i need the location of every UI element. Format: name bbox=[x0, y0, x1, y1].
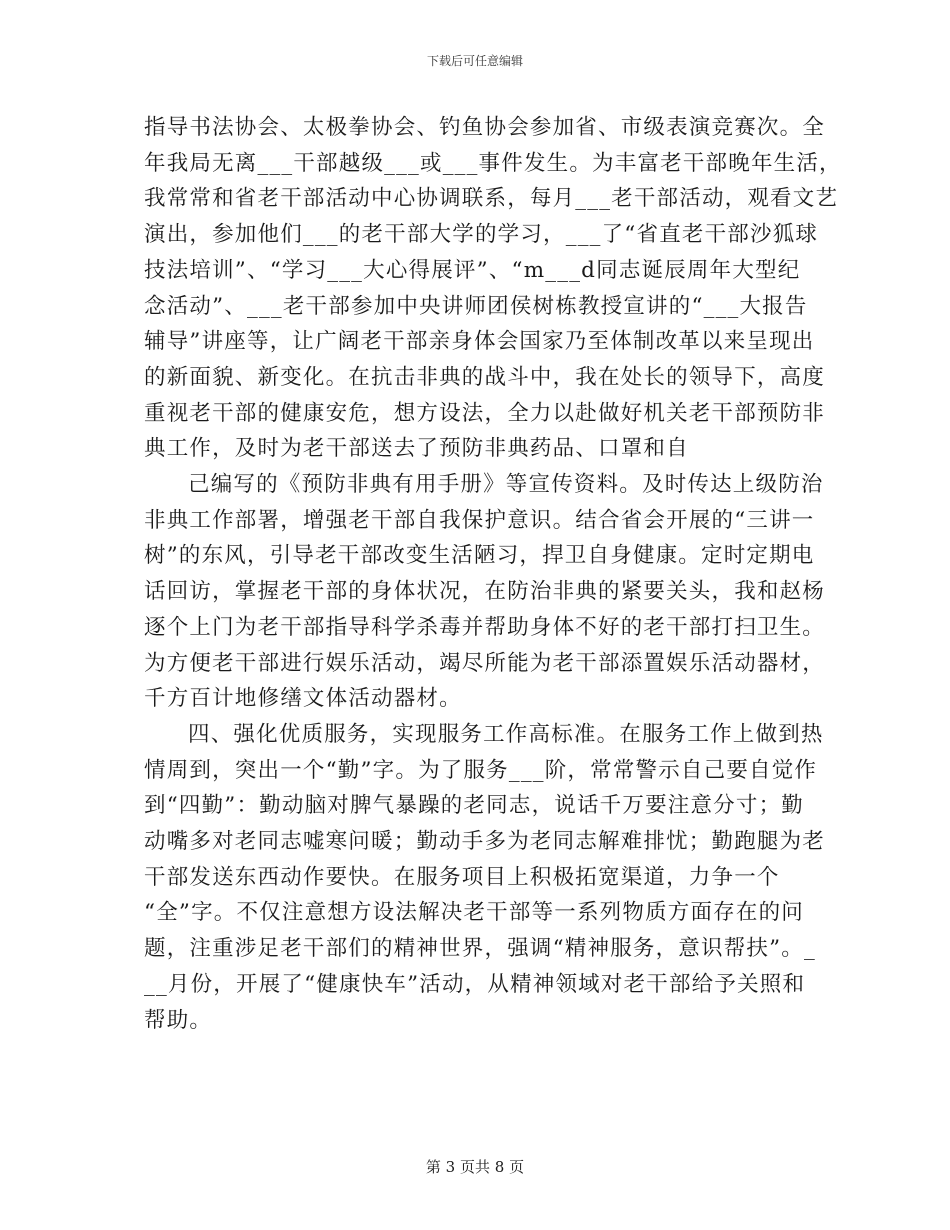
text-line: 干部发送东西动作要快。在服务项目上积极拓宽渠道，力争一个 bbox=[144, 864, 780, 890]
text-line: 指导书法协会、太极拳协会、钓鱼协会参加省、市级表演竞赛次。全 bbox=[144, 115, 826, 140]
text-line: 的新面貌、新变化。在抗击非典的战斗中，我在处长的领导下，高度 bbox=[144, 364, 826, 390]
text-line: 情周到，突出一个“勤”字。为了服务___阶，常常警示自己要自觉作 bbox=[144, 757, 818, 783]
page-header: 下载后可任意编辑 bbox=[426, 54, 523, 68]
text-line: 帮助。 bbox=[144, 1007, 213, 1033]
text-line: __月份，开展了“健康快车”活动，从精神领域对老干部给予关照和 bbox=[144, 971, 806, 997]
text-line: 技法培训”、“学习___大心得展评”、“m___d同志诞辰周年大型纪 bbox=[144, 257, 801, 283]
text-line: 我常常和省老干部活动中心协调联系，每月___老干部活动，观看文艺 bbox=[144, 186, 839, 212]
text-line: 念活动”、___老干部参加中央讲师团侯树栋教授宣讲的“___大报告 bbox=[144, 293, 808, 319]
paragraph-start-line: 己编写的《预防非典有用手册》等宣传资料。及时传达上级防治 bbox=[188, 472, 824, 498]
text-line: 非典工作部署，增强老干部自我保护意识。结合省会开展的“三讲一 bbox=[144, 507, 815, 533]
text-line: 题，注重涉足老干部们的精神世界，强调“精神服务，意识帮扶”。_ bbox=[144, 936, 816, 962]
text-line: 到“四勤”：勤动脑对脾气暴躁的老同志，说话千万要注意分寸；勤 bbox=[144, 793, 804, 819]
text-line: 年我局无离___干部越级___或___事件发生。为丰富老干部晚年生活， bbox=[144, 150, 842, 176]
text-line: 辅导”讲座等，让广阔老干部亲身体会国家乃至体制改革以来呈现出 bbox=[144, 329, 815, 355]
text-line: 话回访，掌握老干部的身体状况，在防治非典的紧要关头，我和赵杨 bbox=[144, 579, 826, 605]
document-body bbox=[144, 110, 842, 1038]
text-line: 为方便老干部进行娱乐活动，竭尽所能为老干部添置娱乐活动器材， bbox=[144, 650, 826, 676]
text-line: “全”字。不仅注意想方设法解决老干部等一系列物质方面存在的问 bbox=[144, 900, 804, 926]
text-line: 典工作，及时为老干部送去了预防非典药品、口罩和自 bbox=[144, 436, 689, 462]
paragraph-start-line: 四、强化优质服务，实现服务工作高标准。在服务工作上做到热 bbox=[188, 721, 824, 747]
text-line: 演出，参加他们___的老干部大学的学习，___了“省直老干部沙狐球 bbox=[144, 222, 819, 248]
text-line: 动嘴多对老同志嘘寒问暖；勤动手多为老同志解难排忧；勤跑腿为老 bbox=[144, 829, 826, 855]
text-line: 千方百计地修缮文体活动器材。 bbox=[144, 686, 462, 712]
text-line: 树”的东风，引导老干部改变生活陋习，捍卫自身健康。定时定期电 bbox=[144, 543, 815, 569]
text-line: 逐个上门为老干部指导科学杀毒并帮助身体不好的老干部打扫卫生。 bbox=[144, 614, 826, 640]
page-footer: 第 3 页共 8 页 bbox=[425, 1158, 525, 1176]
text-line: 重视老干部的健康安危，想方设法，全力以赴做好机关老干部预防非 bbox=[144, 400, 826, 426]
